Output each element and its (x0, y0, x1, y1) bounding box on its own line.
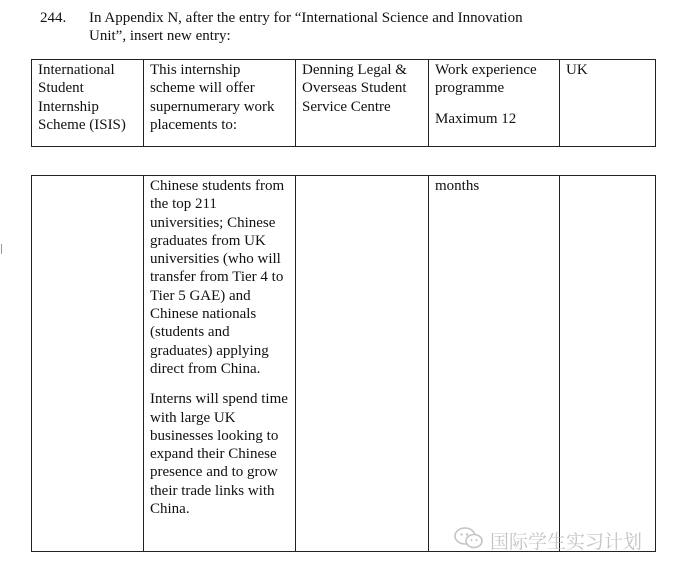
country-cell (560, 60, 656, 147)
scheme-description: This internship scheme will offer supernumerary work placements to: (150, 62, 275, 133)
scheme-description-cell (144, 60, 296, 147)
watermark-text: 国际学生实习计划 (490, 531, 643, 553)
duration-unit: months (435, 178, 480, 194)
eligibility-paragraph: Chinese students from the top 211 universities; Chinese graduates from UK universities (who will transfer from Tier 4 to Tier 5 GAE) and Chinese nationals (students and graduates) applying direct from China. (150, 178, 285, 377)
sponsor-cell (296, 60, 429, 147)
empty-cell (32, 176, 144, 552)
empty-cell (296, 176, 429, 552)
wechat-icon (454, 526, 484, 555)
scheme-name-cell (32, 60, 144, 147)
paragraph-instruction: In Appendix N, after the entry for “International Science and Innovation Unit”, insert new entry: (89, 10, 523, 44)
appendix-entry-table-top (31, 59, 656, 147)
country: UK (566, 62, 588, 78)
appendix-entry-table-continued (31, 175, 656, 552)
empty-cell (560, 176, 656, 552)
scheme-name: International Student Internship Scheme (ISIS) (38, 62, 126, 133)
scan-artifact-line (1, 244, 2, 254)
paragraph-number: 244. (40, 10, 67, 26)
table-row (32, 176, 656, 552)
duration-unit-cell (429, 176, 560, 552)
sponsor-name: Denning Legal & Overseas Student Service Centre (302, 62, 407, 115)
table-row (32, 60, 656, 147)
max-duration: Maximum 12 (435, 110, 517, 127)
programme-type-cell (429, 60, 560, 147)
placement-paragraph: Interns will spend time with large UK businesses looking to expand their Chinese presence and to grow their trade links with China. (150, 391, 288, 518)
watermark (454, 526, 642, 555)
eligibility-cell (144, 176, 296, 552)
programme-type: Work experience programme (435, 62, 537, 97)
